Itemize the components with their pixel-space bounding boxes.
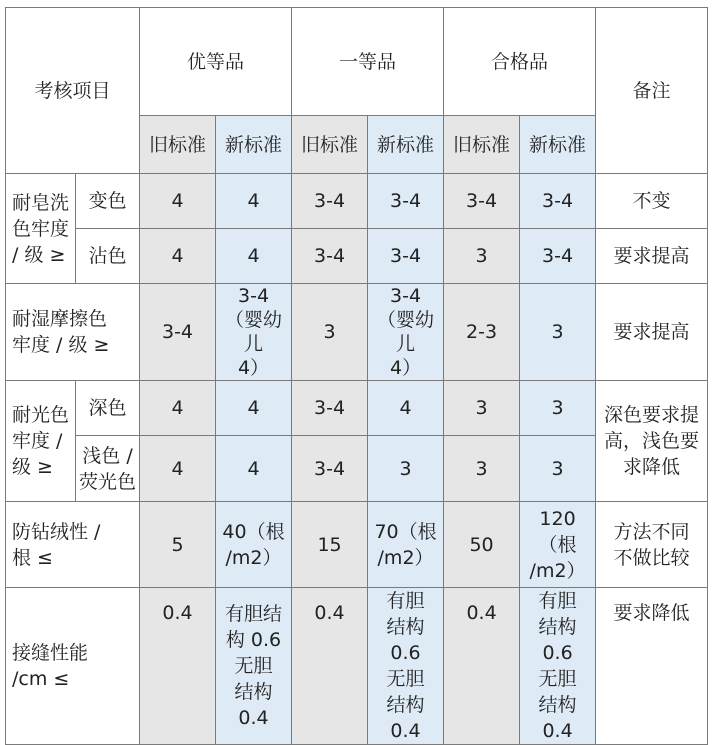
cell-value: 5 [140,502,216,588]
cell-value: 4 [216,229,292,284]
remark-cell: 深色要求提 高，浅色要 求降低 [596,381,708,502]
cell-value: 3-4 [292,174,368,229]
subheader-old: 旧标准 [292,116,368,174]
row-label-seam-performance: 接缝性能 /cm ≤ [6,588,140,745]
sub-label-deep: 深色 [76,381,140,436]
remark-cell: 要求提高 [596,229,708,284]
cell-value: 3 [520,284,596,381]
subheader-old: 旧标准 [444,116,520,174]
remark-cell: 要求降低 [596,588,708,745]
cell-value: 3 [368,436,444,502]
cell-value: 0.4 [444,588,520,745]
row-label-soap-wash: 耐皂洗 色牢度 / 级 ≥ [6,174,76,284]
header-grade-premium: 优等品 [140,8,292,116]
cell-value: 4 [140,174,216,229]
sub-label-fade: 变色 [76,174,140,229]
cell-value: 0.4 [292,588,368,745]
cell-value: 3-4 （婴幼儿 4） [216,284,292,381]
sub-label-pale: 浅色 / 荧光色 [76,436,140,502]
cell-value: 4 [140,436,216,502]
cell-value: 3-4 [292,381,368,436]
cell-value: 有胆 结构 0.6 无胆 结构 0.4 [520,588,596,745]
cell-value: 3-4 [368,174,444,229]
row-label-light-fastness: 耐光色 牢度 / 级 ≥ [6,381,76,502]
cell-value: 有胆结 构 0.6 无胆 结构 0.4 [216,588,292,745]
subheader-old: 旧标准 [140,116,216,174]
cell-value: 3 [292,284,368,381]
cell-value: 4 [216,381,292,436]
header-grade-first: 一等品 [292,8,444,116]
header-remark: 备注 [596,8,708,174]
cell-value: 3-4 [368,229,444,284]
cell-value: 3-4 [292,436,368,502]
cell-value: 3-4 [292,229,368,284]
cell-value: 3 [520,381,596,436]
row-label-down-proof: 防钻绒性 / 根 ≤ [6,502,140,588]
cell-value: 3 [444,229,520,284]
subheader-new: 新标准 [520,116,596,174]
subheader-new: 新标准 [216,116,292,174]
cell-value: 4 [216,436,292,502]
cell-value: 70（根 /m2） [368,502,444,588]
subheader-new: 新标准 [368,116,444,174]
cell-value: 0.4 [140,588,216,745]
cell-value: 3 [444,436,520,502]
cell-value: 40（根 /m2） [216,502,292,588]
cell-value: 2-3 [444,284,520,381]
cell-value: 3-4 [520,174,596,229]
cell-value: 3-4 （婴幼儿 4） [368,284,444,381]
cell-value: 3-4 [444,174,520,229]
cell-value: 4 [368,381,444,436]
standards-table [5,7,708,745]
cell-value: 3-4 [520,229,596,284]
remark-cell: 不变 [596,174,708,229]
cell-value: 3 [444,381,520,436]
remark-cell: 方法不同 不做比较 [596,502,708,588]
header-item: 考核项目 [6,8,140,174]
row-label-wet-rubbing: 耐湿摩擦色 牢度 / 级 ≥ [6,284,140,381]
cell-value: 4 [140,381,216,436]
cell-value: 有胆 结构 0.6 无胆 结构 0.4 [368,588,444,745]
cell-value: 50 [444,502,520,588]
sub-label-stain: 沾色 [76,229,140,284]
cell-value: 15 [292,502,368,588]
cell-value: 3-4 [140,284,216,381]
remark-cell: 要求提高 [596,284,708,381]
cell-value: 4 [140,229,216,284]
header-grade-qualified: 合格品 [444,8,596,116]
cell-value: 3 [520,436,596,502]
cell-value: 4 [216,174,292,229]
cell-value: 120（根 /m2） [520,502,596,588]
